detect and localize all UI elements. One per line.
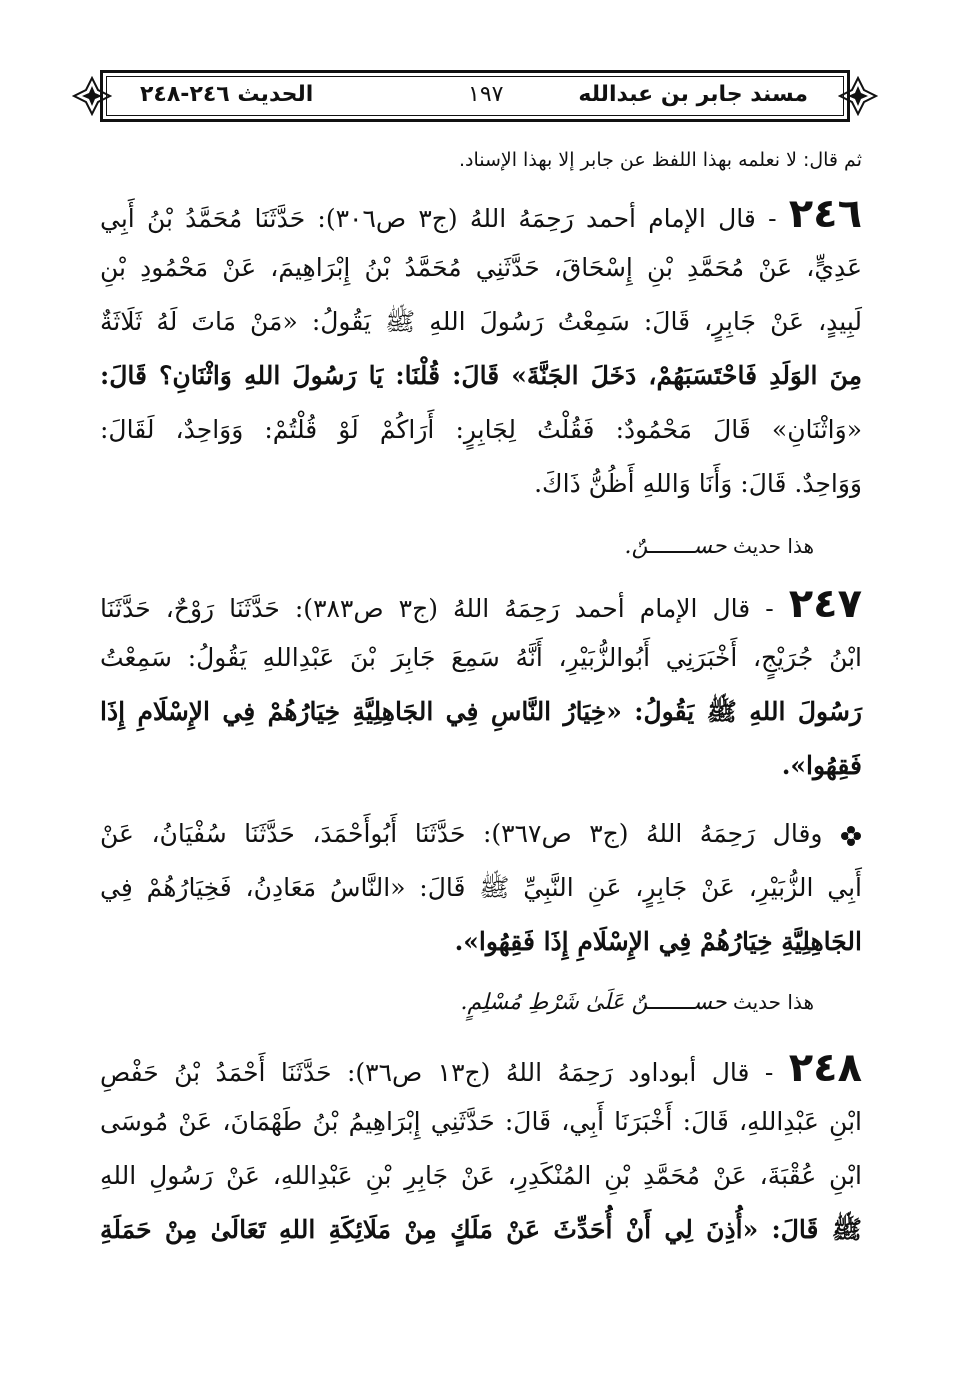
hadith-248-line-1 (100, 1045, 862, 1091)
hadith-247-alt-line-2: أَبِي الزُّبَيْرِ، عَنْ جَابِرٍ، عَنِ النَّبِيِّ ﷺ قَالَ: «النَّاسُ مَعَادِنُ، فَخِيَارُهُمْ فِي (100, 873, 862, 902)
hadith-248-number: ٢٤٨ (788, 1045, 862, 1091)
hadith-247-alt-line-3: الجَاهِلِيَّةِ خِيَارُهُمْ فِي الإِسْلَامِ إِذَا فَقِهُوا». (454, 927, 862, 956)
hadith-246-line-6: وَوَاحِدٌ. قَالَ: وَأَنَا وَاللهِ أَظُنُّ ذَاكَ. (534, 469, 862, 498)
hadith-247-line-2: ابْنُ جُرَيْجٍ، أَخْبَرَنِي أَبُوالزُّبَيْرِ، أَنَّهُ سَمِعَ جَابِرَ بْنَ عَبْدِاللهِ يَقُولُ: سَمِعْتُ (100, 643, 862, 672)
hadith-247-number: ٢٤٧ (788, 581, 863, 627)
hadith-247-line-3: رَسُولَ اللهِ ﷺ يَقُولُ: «خِيَارُ النَّاسِ فِي الجَاهِلِيَّةِ خِيَارُهُمْ فِي الإِسْلَامِ إِذَا (100, 697, 862, 726)
grade-prefix: هذا حديث (732, 990, 814, 1014)
hadith-246-line-4: مِنَ الوَلَدِ فَاحْتَسَبَهُمْ، دَخَلَ الجَنَّةَ» قَالَ: قُلْنَا: يَا رَسُولَ اللهِ وَاثْنَانِ؟ قَالَ: (100, 361, 862, 390)
page-header (72, 70, 878, 122)
hadith-247-alt-line-1 (100, 816, 862, 852)
hadith-247-text: - قال الإمام أحمد رَحِمَهُ اللهُ (ج٣ ص٣٨٣): حَدَّثَنَا رَوْحٌ، حَدَّثَنَا (100, 594, 774, 623)
intro-note: ثم قال: لا نعلمه بهذا اللفظ عن جابر إلا بهذا الإسناد. (458, 149, 862, 171)
grade-word: حســـــــنٌ عَلَىٰ شَرْطِ مُسْلِمٍ. (460, 990, 727, 1015)
hadith-248-line-4: ﷺ قَالَ: «أُذِنَ لِي أَنْ أُحَدِّثَ عَنْ مَلَكٍ مِنْ مَلَائِكَةِ اللهِ تَعَالَىٰ مِنْ حَمَلَةِ (100, 1215, 862, 1244)
hadith-246-number: ٢٤٦ (788, 191, 862, 237)
flower-icon (840, 825, 862, 847)
hadith-246-line-5: «وَاثْنَانِ» قَالَ مَحْمُودٌ: فَقُلْتُ لِجَابِرٍ: أَرَاكُمْ لَوْ قُلْتُمْ: وَوَاحِدٌ، لَقَالَ: (100, 415, 862, 444)
hadith-248-line-2: ابْنِ عَبْدِاللهِ، قَالَ: أَخْبَرَنَا أَبِي، قَالَ: حَدَّثَنِي إِبْرَاهِيمُ بْنُ طَهْمَانَ، عَنْ مُوسَى (100, 1107, 862, 1136)
hadith-246-line-2: عَدِيٍّ، عَنْ مُحَمَّدِ بْنِ إِسْحَاقَ، حَدَّثَنِي مُحَمَّدُ بْنُ إِبْرَاهِيمَ، عَنْ مَحْمُودِ بْنِ (100, 253, 862, 282)
hadith-246-line-1 (100, 191, 862, 237)
ornament-icon (72, 76, 112, 116)
hadith-247-line-1 (100, 581, 863, 627)
hadith-248-text: - قال أبوداود رَحِمَهُ اللهُ (ج١٣ ص٣٦): حَدَّثَنَا أَحْمَدُ بْنُ حَفْصِ (100, 1058, 774, 1087)
hadith-246-line-3: لَبِيدٍ، عَنْ جَابِرٍ، قَالَ: سَمِعْتُ رَسُولَ اللهِ ﷺ يَقُولُ: «مَنْ مَاتَ لَهُ ثَلَاثَةٌ (100, 307, 862, 336)
hadith-247-alt-text: وقال رَحِمَهُ اللهُ (ج٣ ص٣٦٧): حَدَّثَنَا أَبُوأَحْمَدَ، حَدَّثَنَا سُفْيَانُ، عَنْ (100, 819, 823, 848)
hadith-247-line-4: فَقِهُوا». (781, 751, 862, 780)
page-number: ١٩٧ (468, 82, 504, 107)
hadith-246-text: - قال الإمام أحمد رَحِمَهُ اللهُ (ج٣ ص٣٠٦): حَدَّثَنَا مُحَمَّدُ بْنُ أَبِي (100, 204, 777, 233)
hadith-246-grade (625, 534, 814, 559)
grade-word: حســـــــنٌ. (624, 534, 727, 559)
hadith-range: الحديث ٢٤٦-٢٤٨ (140, 82, 314, 107)
running-title: مسند جابر بن عبدالله (578, 82, 808, 107)
hadith-248-line-3: ابْنِ عُقْبَةَ، عَنْ مُحَمَّدِ بْنِ المُنْكَدِرِ، عَنْ جَابِرِ بْنِ عَبْدِاللهِ، عَنْ رَسُولِ اللهِ (100, 1161, 862, 1190)
grade-prefix: هذا حديث (732, 534, 814, 558)
hadith-247-grade (461, 990, 814, 1015)
